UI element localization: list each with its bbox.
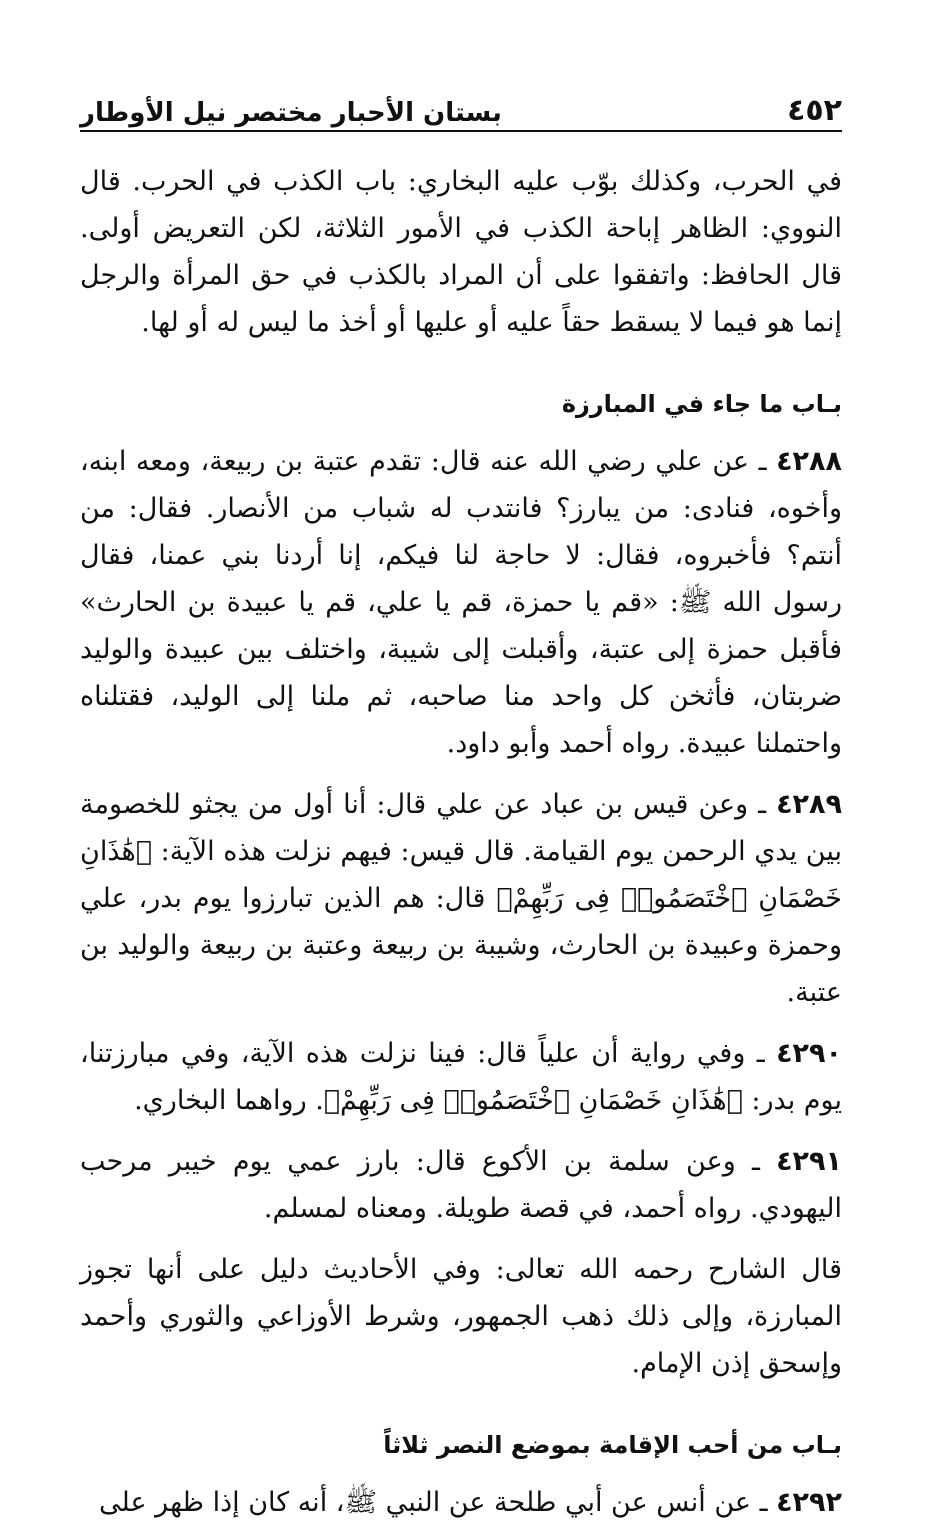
- book-page: [80, 78, 842, 1526]
- book-title: بستان الأحبار مختصر نيل الأوطار: [80, 98, 502, 128]
- continuation-paragraph: في الحرب، وكذلك بوّب عليه البخاري: باب الكذب في الحرب. قال النووي: الظاهر إباحة الكذب في الأمور الثلاثة، لكن التعريض أولى. قال الحافظ: واتفقوا على أن المراد بالكذب في حق المرأة والرجل إنما هو فيما لا يسقط حقاً عليه أو عليها أو أخذ ما ليس له أو لها.: [80, 166, 842, 338]
- page-number: ٤٥٢: [787, 93, 842, 128]
- hadith-4291: [80, 1138, 842, 1232]
- hadith-number: ٤٢٨٩: [776, 789, 842, 820]
- hadith-4289: [80, 781, 842, 1016]
- hadith-number: ٤٢٩٢: [776, 1487, 842, 1518]
- hadith-number: ٤٢٩٠: [776, 1038, 842, 1069]
- hadith-text: ـ عن أنس عن أبي طلحة عن النبي ﷺ، أنه كان إذا ظهر على: [99, 1487, 777, 1518]
- hadith-text: ـ وعن سلمة بن الأكوع قال: بارز عمي يوم خيبر مرحب اليهودي. رواه أحمد، في قصة طويلة. ومعناه لمسلم.: [80, 1146, 842, 1224]
- hadith-text: ـ عن علي رضي الله عنه قال: تقدم عتبة بن ربيعة، ومعه ابنه، وأخوه، فنادى: من يبارز؟ فانتدب له شباب من الأنصار. فقال: من أنتم؟ فأخبروه، فقال: لا حاجة لنا فيكم، إنا أردنا بني عمنا، فقال رسول الله ﷺ: «قم يا حمزة، قم يا علي، قم يا عبيدة بن الحارث» فأقبل حمزة إلى عتبة، وأقبلت إلى شيبة، واختلف بين عبيدة والوليد ضربتان، فأثخن كل واحد منا صاحبه، ثم ملنا إلى الوليد، فقتلناه واحتملنا عبيدة. رواه أحمد وأبو داود.: [80, 446, 842, 759]
- hadith-4288: [80, 438, 842, 767]
- hadith-number: ٤٢٨٨: [776, 446, 842, 477]
- hadith-text: ـ وفي رواية أن علياً قال: فينا نزلت هذه الآية، وفي مبارزتنا، يوم بدر: ﴿هَٰذَانِ خَصْمَانِ ٱخْتَصَمُوا۟ فِى رَبِّهِمْ﴾. رواهما البخاري.: [80, 1038, 842, 1116]
- hadith-text: ـ وعن قيس بن عباد عن علي قال: أنا أول من يجثو للخصومة بين يدي الرحمن يوم القيامة. قال قيس: فيهم نزلت هذه الآية: ﴿هَٰذَانِ خَصْمَانِ ٱخْتَصَمُوا۟ فِى رَبِّهِمْ﴾ قال: هم الذين تبارزوا يوم بدر، علي وحمزة وعبيدة بن الحارث، وشيبة بن ربيعة وعتبة بن ربيعة والوليد بن عتبة.: [80, 789, 842, 1008]
- chapter-heading-mubaraza: بـاب ما جاء في المبارزة: [561, 390, 842, 418]
- page-content: [80, 158, 842, 1526]
- commentary-paragraph: قال الشارح رحمه الله تعالى: وفي الأحاديث دليل على أنها تجوز المبارزة، وإلى ذلك ذهب الجمهور، وشرط الأوزاعي والثوري وأحمد وإسحق إذن الإمام.: [80, 1254, 842, 1379]
- hadith-4290: [80, 1030, 842, 1124]
- chapter-heading-victory-stay: بـاب من أحب الإقامة بموضع النصر ثلاثاً: [383, 1431, 842, 1459]
- hadith-number: ٤٢٩١: [776, 1146, 842, 1177]
- running-header: [80, 78, 842, 132]
- hadith-4292: [80, 1479, 842, 1526]
